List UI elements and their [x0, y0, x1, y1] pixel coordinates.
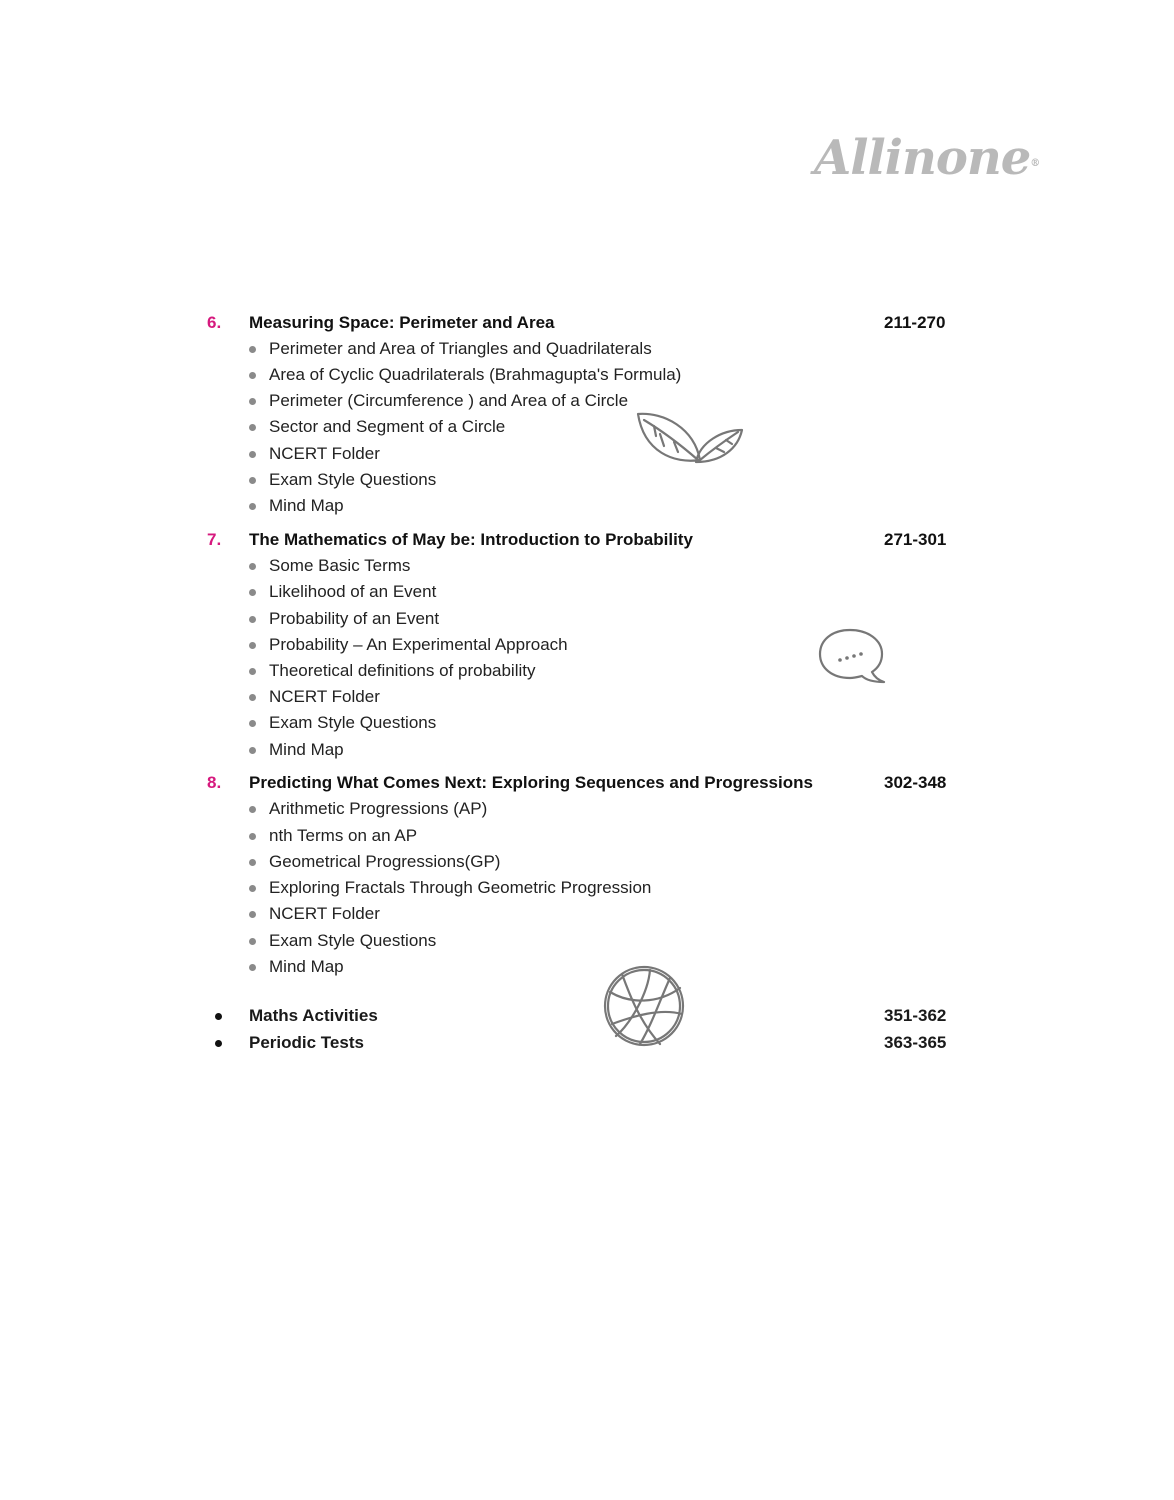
topic-label: NCERT Folder [269, 904, 380, 923]
bullet-icon [249, 747, 256, 754]
chapter-pages: 302-348 [884, 773, 947, 792]
topic-label: Exploring Fractals Through Geometric Progression [269, 878, 652, 897]
bullet-icon [249, 859, 256, 866]
bullet-icon [249, 964, 256, 971]
bullet-icon [249, 720, 256, 727]
leaf-icon [634, 408, 746, 468]
chapter-pages: 271-301 [884, 530, 947, 549]
periodic-tests-entry[interactable] [0, 1031, 1174, 1055]
entry-pages: 351-362 [884, 1006, 947, 1025]
bullet-icon [249, 372, 256, 379]
topic-label: Likelihood of an Event [269, 582, 437, 601]
chapter-title: Measuring Space: Perimeter and Area [249, 313, 555, 332]
topic-label: Exam Style Questions [269, 470, 437, 489]
chapter-number: 8. [207, 773, 222, 792]
bullet-icon [249, 642, 256, 649]
topic-label: Geometrical Progressions(GP) [269, 852, 501, 871]
bullet-icon [249, 563, 256, 570]
maths-activities-entry[interactable] [0, 1004, 1174, 1028]
bullet-icon [249, 911, 256, 918]
chapter-title: The Mathematics of May be: Introduction to Probability [249, 530, 693, 549]
entry-pages: 363-365 [884, 1033, 947, 1052]
bullet-icon [249, 589, 256, 596]
bullet-icon [249, 477, 256, 484]
bullet-icon [249, 346, 256, 353]
logo-text: Allinone [814, 130, 1031, 186]
speech-bubble-icon [816, 626, 888, 686]
topic-label: Mind Map [269, 496, 344, 515]
topic-label: Mind Map [269, 957, 344, 976]
chapter-number: 7. [207, 530, 222, 549]
bullet-icon [249, 668, 256, 675]
topic-label: Some Basic Terms [269, 556, 411, 575]
globe-icon [600, 964, 688, 1048]
entry-title: Periodic Tests [249, 1033, 364, 1052]
bullet-icon [215, 1013, 222, 1020]
bullet-icon [215, 1040, 222, 1047]
topic-label: Area of Cyclic Quadrilaterals (Brahmagupta's Formula) [269, 365, 682, 384]
topic-label: nth Terms on an AP [269, 826, 418, 845]
topic-label: Arithmetic Progressions (AP) [269, 799, 488, 818]
entry-title: Maths Activities [249, 1006, 378, 1025]
registered-mark-icon: ® [1030, 158, 1040, 169]
topic-label: Mind Map [269, 740, 344, 759]
bullet-icon [249, 616, 256, 623]
topic-label: Exam Style Questions [269, 931, 437, 950]
chapter-8-heading[interactable] [0, 771, 1174, 795]
bullet-icon [249, 833, 256, 840]
topic-label: Perimeter and Area of Triangles and Quadrilaterals [269, 339, 652, 358]
topic-label: Probability – An Experimental Approach [269, 635, 568, 654]
topic-label: Theoretical definitions of probability [269, 661, 536, 680]
chapter-7-heading[interactable] [0, 528, 1174, 552]
topic-label: Sector and Segment of a Circle [269, 417, 506, 436]
topic-label: Perimeter (Circumference ) and Area of a Circle [269, 391, 629, 410]
bullet-icon [249, 503, 256, 510]
bullet-icon [249, 451, 256, 458]
topic-label: NCERT Folder [269, 687, 380, 706]
bullet-icon [249, 885, 256, 892]
bullet-icon [249, 806, 256, 813]
topic-label: Exam Style Questions [269, 713, 437, 732]
bullet-icon [249, 938, 256, 945]
bullet-icon [249, 398, 256, 405]
bullet-icon [249, 424, 256, 431]
chapter-6-heading[interactable] [0, 311, 1174, 335]
bullet-icon [249, 694, 256, 701]
topic-label: Probability of an Event [269, 609, 440, 628]
chapter-pages: 211-270 [884, 313, 946, 332]
chapter-title: Predicting What Comes Next: Exploring Sequences and Progressions [249, 773, 813, 792]
chapter-number: 6. [207, 313, 222, 332]
topic-label: NCERT Folder [269, 444, 380, 463]
